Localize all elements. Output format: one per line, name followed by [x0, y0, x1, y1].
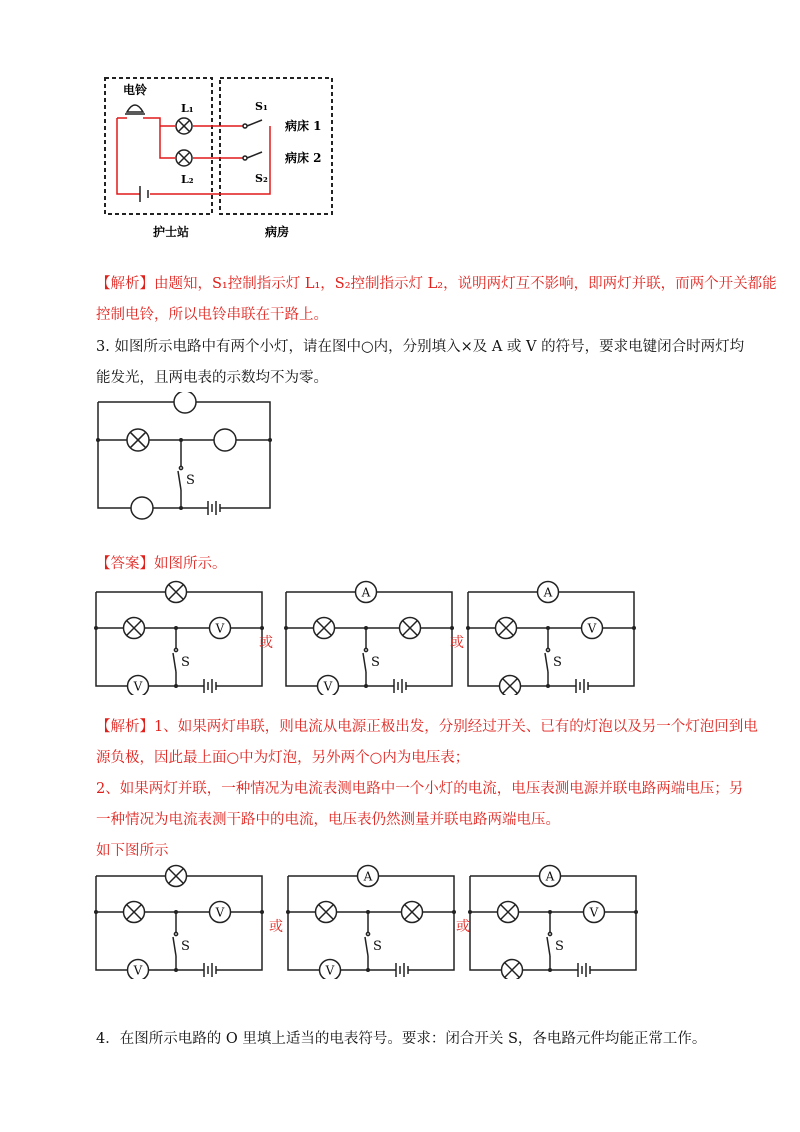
bulb-icon	[124, 618, 145, 639]
bulb-icon	[166, 866, 187, 887]
answer-circuit-2	[280, 580, 460, 695]
bulb-icon	[314, 618, 335, 639]
ward-label: 病房	[265, 225, 290, 239]
answer-tag: 【答案】	[96, 556, 154, 572]
bulb-icon	[166, 582, 187, 603]
bulb-icon	[127, 429, 149, 451]
l2-label: L₂	[181, 173, 194, 186]
bulb-icon	[502, 960, 523, 980]
svg-text:V: V	[325, 963, 335, 978]
solution-circuit-1	[90, 864, 270, 979]
bulb-icon	[498, 902, 519, 923]
answer-circuit-3	[462, 580, 642, 695]
analysis2-line3: 2、如果两灯并联，一种情况为电流表测电路中一个小灯的电流，电压表测电源并联电路两端电压；另	[96, 781, 744, 797]
bulb-icon	[400, 618, 421, 639]
switch-label: S	[555, 939, 564, 954]
analysis2-text1: 1、如果两灯串联，则电流从电源正极出发，分别经过开关、已有的灯泡以及另一个灯泡回到电	[154, 719, 758, 735]
q3-line1: 3. 如图所示电路中有两个小灯，请在图中○内，分别填入×及 A 或 V 的符号，要求电键闭合时两灯均	[96, 339, 745, 355]
switch-label: S	[373, 939, 382, 954]
svg-text:A: A	[543, 585, 553, 600]
svg-text:V: V	[215, 905, 225, 920]
analysis1-line2: 控制电铃，所以电铃串联在干路上。	[96, 307, 328, 323]
solution-circuit-2	[282, 864, 462, 979]
q3-line2: 能发光，且两电表的示数均不为零。	[96, 370, 328, 386]
voltmeter-icon	[210, 902, 231, 923]
voltmeter-icon	[128, 676, 149, 696]
ammeter-icon	[540, 866, 561, 887]
empty-meter-circle	[214, 429, 236, 451]
switch-label: S	[181, 655, 190, 670]
svg-text:A: A	[361, 585, 371, 600]
bed1-label: 病床 1	[285, 119, 322, 133]
bell-label: 电铃	[123, 83, 148, 97]
q4-line: 4．在图所示电路的 O 里填上适当的电表符号。要求：闭合开关 S，各电路元件均能正常工作。	[96, 1031, 707, 1047]
voltmeter-icon	[210, 618, 231, 639]
answer-circuit-1	[90, 580, 270, 695]
bulb-icon	[402, 902, 423, 923]
bulb-icon	[500, 676, 521, 696]
q3-circuit	[90, 392, 280, 522]
voltmeter-icon	[584, 902, 605, 923]
svg-text:A: A	[363, 869, 373, 884]
analysis2-line4: 一种情况为电流表测干路中的电流，电压表仍然测量并联电路两端电压。	[96, 812, 560, 828]
analysis1-text1: 由题知，S₁控制指示灯 L₁，S₂控制指示灯 L₂，说明两灯互不影响，即两灯并联，而两个开关都能	[154, 276, 777, 292]
svg-text:V: V	[323, 679, 333, 694]
analysis2-tag: 【解析】	[96, 719, 154, 735]
switch-label: S	[181, 939, 190, 954]
answer-line	[96, 551, 227, 577]
voltmeter-icon	[128, 960, 149, 980]
solution-circuit-3	[464, 864, 644, 979]
ammeter-icon	[538, 582, 559, 603]
or-label-3: 或	[269, 919, 283, 935]
answer-text: 如图所示。	[154, 556, 227, 572]
analysis2-line2: 源负极，因此最上面○中为灯泡，另外两个○内为电压表；	[96, 750, 470, 766]
bed2-label: 病床 2	[285, 151, 322, 165]
analysis1-line1	[96, 271, 777, 297]
analysis2-line1	[96, 714, 758, 740]
empty-meter-circle	[131, 497, 153, 519]
svg-text:V: V	[589, 905, 599, 920]
switch-label: S	[553, 655, 562, 670]
svg-text:V: V	[215, 621, 225, 636]
svg-text:V: V	[133, 963, 143, 978]
bulb-icon	[496, 618, 517, 639]
voltmeter-icon	[582, 618, 603, 639]
s1-label: S₁	[255, 100, 268, 113]
switch-label: S	[371, 655, 380, 670]
ammeter-icon	[356, 582, 377, 603]
empty-meter-circle	[174, 392, 196, 413]
analysis1-tag: 【解析】	[96, 276, 154, 292]
ammeter-icon	[358, 866, 379, 887]
or-label-1: 或	[259, 635, 273, 651]
voltmeter-icon	[318, 676, 339, 696]
bulb-icon	[124, 902, 145, 923]
bulb-icon	[316, 902, 337, 923]
or-label-2: 或	[450, 635, 464, 651]
svg-text:V: V	[133, 679, 143, 694]
voltmeter-icon	[320, 960, 341, 980]
s2-label: S₂	[255, 172, 268, 185]
nurse-station-label: 护士站	[153, 225, 190, 239]
or-label-4: 或	[456, 919, 470, 935]
l1-label: L₁	[181, 102, 194, 115]
switch-label: S	[186, 473, 195, 488]
analysis2-below: 如下图所示	[96, 843, 169, 859]
call-bell-circuit-diagram	[95, 70, 355, 250]
svg-text:A: A	[545, 869, 555, 884]
svg-text:V: V	[587, 621, 597, 636]
